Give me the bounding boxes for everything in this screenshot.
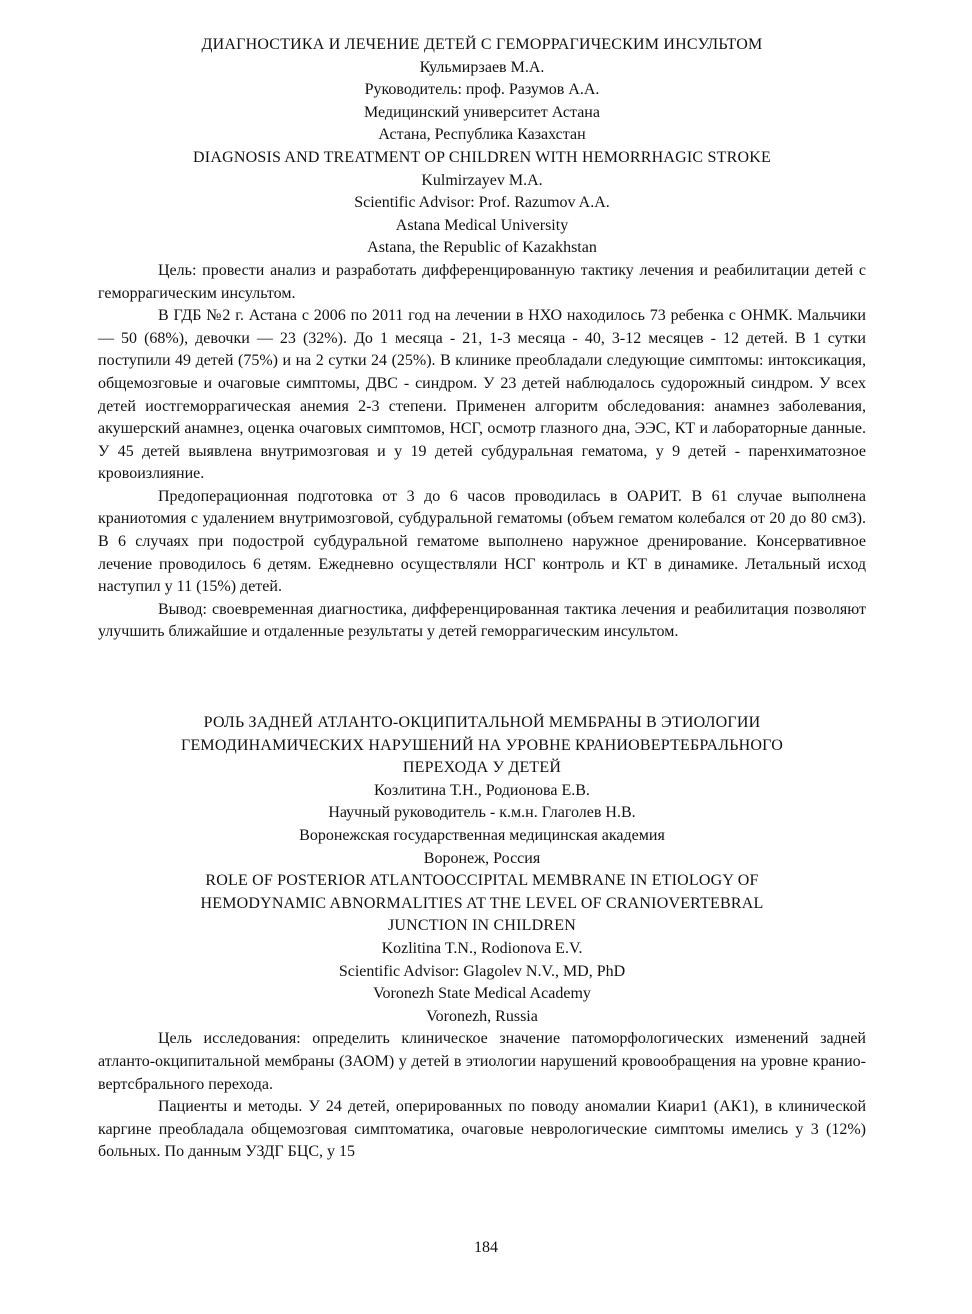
article2-institution-ru: Воронежская государственная медицинская академия <box>299 827 665 844</box>
article1-location-en: Astana, the Republic of Kazakhstan <box>367 239 597 257</box>
article1-title-en: DIAGNOSIS AND TREATMENT OP CHILDREN WITH HEMORRHAGIC STROKE <box>193 148 771 166</box>
article2-institution-en: Voronezh State Medical Academy <box>373 985 591 1003</box>
article2-author-en: Kozlitina T.N., Rodionova E.V. <box>381 939 583 957</box>
article2-title-en-line1: ROLE OF POSTERIOR ATLANTOOCCIPITAL MEMBRANE IN ETIOLOGY OF <box>205 872 759 890</box>
article1-location-ru: Астана, Республика Казахстан <box>378 126 586 144</box>
article2-paragraph-aim: Цель исследования: определить клиническое значение патоморфологических изменений задней атланто-окципитальной мембраны (ЗАОМ) у детей в этиологии нарушений кровообращения на уровне кранио-вертсбрального перехода. <box>98 1030 866 1093</box>
article1-advisor-ru: Руководитель: проф. Разумов А.А. <box>364 81 600 99</box>
article1-author-ru: Кульмирзаев М.А. <box>419 58 545 76</box>
article2-title-ru-line2: ГЕМОДИНАМИЧЕСКИХ НАРУШЕНИЙ НА УРОВНЕ КРАНИОВЕРТЕБРАЛЬНОГО <box>181 736 783 754</box>
article1-paragraph-aim: Цель: провести анализ и разработать дифференцированную тактику лечения и реабилитации детей с геморрагическим инсультом. <box>98 261 866 302</box>
article2-author-ru: Козлитина Т.Н., Родионова Е.В. <box>374 781 590 799</box>
article1-institution-en: Astana Medical University <box>395 216 569 234</box>
article1-paragraph-patients: В ГДБ №2 г. Астана с 2006 по 2011 год на лечении в НХО находилось 73 ребенка с ОНМК. Мальчики — 50 (68%), девочки — 23 (32%). До 1 месяца - 21, 1-3 месяца - 40, 3-12 месяцев - 12 детей. В 1 сутки поступили 49 детей (75%) и на 2 сутки 24 (25%). В клинике преобладали следующие симптомы: интоксикация, общемозговые и очаговые симптомы, ДВС - синдром. У 23 детей наблюдалось судорожный синдром. У всех детей иостгеморрагическая анемия 2-3 степени. Применен алгоритм обследования: анамнез заболевания, акушерский анамнез, оценка очаговых симптомов, НСГ, осмотр глазного дна, ЭЭС, КТ и лабораторные данные. У 45 детей выявлена внутримозговая и у 19 детей субдуральная гематома, у 9 детей - паренхиматозное кровоизлияние. <box>98 307 866 483</box>
article2-location-ru: Воронеж, Россия <box>423 849 541 867</box>
article1-paragraph-surgery: Предоперационная подготовка от 3 до 6 часов проводилась в ОАРИТ. В 61 случае выполнена краниотомия с удалением внутримозговой, субдуральной гематомы (объем гематом колебался от 20 до 80 см3). В 6 случаях при подострой субдуральной гематоме выполнено наружное дренирование. Консервативное лечение проводилось 6 детям. Ежедневно осуществляли НСГ контроль и КТ в динамике. Летальный исход наступил у 11 (15%) детей. <box>98 487 866 596</box>
article1-advisor-en: Scientific Advisor: Prof. Razumov A.A. <box>354 194 610 212</box>
article1-institution-ru: Медицинский университет Астана <box>364 103 600 121</box>
section-gap <box>98 644 866 712</box>
article2-title-ru-line3: ПЕРЕХОДА У ДЕТЕЙ <box>402 759 562 777</box>
article2-advisor-ru: Научный руководитель - к.м.н. Глаголев Н.В. <box>328 804 636 822</box>
page-number: 184 <box>474 1239 498 1256</box>
article2-location-en: Voronezh, Russia <box>426 1007 538 1025</box>
article1-paragraph-conclusion: Вывод: своевременная диагностика, дифференцированная тактика лечения и реабилитация позволяют улучшить ближайшие и отдаленные результаты у детей геморрагическим инсультом. <box>98 600 866 641</box>
article1-author-en: Kulmirzayev M.A. <box>421 171 543 189</box>
article2-title-en-line3: JUNCTION IN CHILDREN <box>388 917 576 935</box>
article1-title-ru: ДИАГНОСТИКА И ЛЕЧЕНИЕ ДЕТЕЙ С ГЕМОРРАГИЧЕСКИМ ИНСУЛЬТОМ <box>201 36 763 53</box>
article2-paragraph-methods: Пациенты и методы. У 24 детей, оперированных по поводу аномалии Киари1 (АК1), в клинической каргине преобладала общемозговая симптоматика, очаговые неврологические симптомы имелись у 3 (12%) больных. По данным УЗДГ БЦС, у 15 <box>98 1098 866 1161</box>
article2-title-en-line2: HEMODYNAMIC ABNORMALITIES AT THE LEVEL OF CRANIOVERTEBRAL <box>200 894 764 912</box>
article2-advisor-en: Scientific Advisor: Glagolev N.V., MD, PhD <box>338 962 626 980</box>
article2-title-ru-line1: РОЛЬ ЗАДНЕЙ АТЛАНТО-ОКЦИПИТАЛЬНОЙ МЕМБРАНЫ В ЭТИОЛОГИИ <box>203 714 761 732</box>
